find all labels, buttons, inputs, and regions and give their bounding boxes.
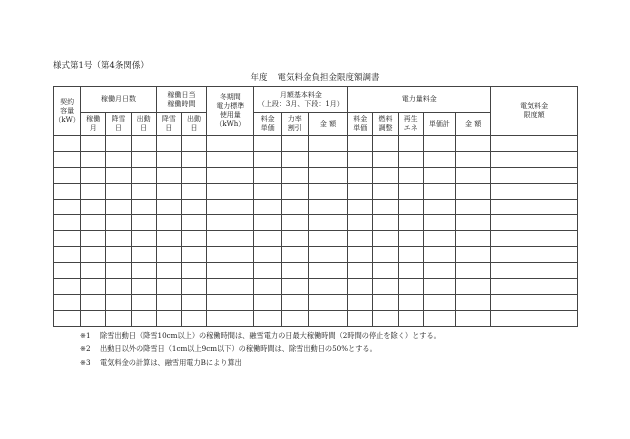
- table-cell[interactable]: [308, 231, 347, 247]
- table-cell[interactable]: [81, 247, 106, 263]
- title-main: 電気料金負担金限度額調書: [277, 73, 380, 83]
- table-cell[interactable]: [207, 279, 254, 295]
- table-cell[interactable]: [131, 183, 156, 199]
- header-daily-hours: 稼働日当 稼働時間: [156, 87, 206, 113]
- form-number: 様式第1号（第4条関係）: [53, 61, 149, 71]
- table-cell[interactable]: [81, 279, 106, 295]
- table-cell[interactable]: [54, 183, 81, 199]
- table-cell[interactable]: [348, 151, 373, 167]
- table-cell[interactable]: [308, 136, 347, 152]
- table-cell[interactable]: [254, 136, 281, 152]
- table-cell[interactable]: [455, 136, 490, 152]
- header-operating-days: 稼働月日数: [81, 87, 157, 113]
- table-cell[interactable]: [398, 310, 423, 326]
- table-cell[interactable]: [106, 215, 131, 231]
- table-cell[interactable]: [308, 199, 347, 215]
- table-cell[interactable]: [348, 199, 373, 215]
- table-cell[interactable]: [106, 231, 131, 247]
- table-cell[interactable]: [54, 167, 81, 183]
- table-cell[interactable]: [81, 136, 106, 152]
- header-unit-price-total: 単価計: [423, 113, 455, 136]
- header-limit-amount: 電気料金 限度額: [491, 87, 578, 136]
- header-fuel-adjustment: 燃料 調整: [373, 113, 398, 136]
- table-cell[interactable]: [398, 231, 423, 247]
- table-cell[interactable]: [348, 215, 373, 231]
- table-cell[interactable]: [131, 247, 156, 263]
- table-cell[interactable]: [398, 167, 423, 183]
- table-cell[interactable]: [54, 263, 81, 279]
- table-cell[interactable]: [373, 310, 398, 326]
- header-monthly-basic-charge: 月額基本料金 （上段：3月、下段：1月）: [254, 87, 348, 113]
- table-cell[interactable]: [308, 294, 347, 310]
- table-cell[interactable]: [423, 215, 455, 231]
- table-cell[interactable]: [54, 247, 81, 263]
- table-cell[interactable]: [254, 294, 281, 310]
- table-row: [54, 231, 578, 247]
- table-cell[interactable]: [455, 310, 490, 326]
- table-cell[interactable]: [181, 310, 206, 326]
- table-cell[interactable]: [54, 310, 81, 326]
- table-cell[interactable]: [131, 263, 156, 279]
- table-cell[interactable]: [281, 167, 308, 183]
- table-cell[interactable]: [106, 167, 131, 183]
- table-cell[interactable]: [181, 279, 206, 295]
- table-cell[interactable]: [491, 183, 578, 199]
- table-cell[interactable]: [398, 294, 423, 310]
- table-cell[interactable]: [156, 231, 181, 247]
- table-cell[interactable]: [54, 294, 81, 310]
- table-cell[interactable]: [423, 167, 455, 183]
- table-cell[interactable]: [491, 167, 578, 183]
- table-cell[interactable]: [491, 310, 578, 326]
- table-cell[interactable]: [81, 151, 106, 167]
- table-cell[interactable]: [308, 263, 347, 279]
- table-cell[interactable]: [491, 279, 578, 295]
- table-cell[interactable]: [348, 183, 373, 199]
- table-cell[interactable]: [373, 199, 398, 215]
- table-cell[interactable]: [281, 151, 308, 167]
- header-energy-amount: 金 額: [455, 113, 490, 136]
- table-cell[interactable]: [207, 294, 254, 310]
- table-cell[interactable]: [348, 247, 373, 263]
- table-cell[interactable]: [423, 263, 455, 279]
- table-cell[interactable]: [254, 151, 281, 167]
- table-cell[interactable]: [81, 263, 106, 279]
- table-cell[interactable]: [156, 294, 181, 310]
- table-cell[interactable]: [423, 310, 455, 326]
- note-3: ※3 電気料金の計算は、融雪用電力Bにより算出: [80, 357, 242, 367]
- table-cell[interactable]: [106, 294, 131, 310]
- table-cell[interactable]: [373, 231, 398, 247]
- table-cell[interactable]: [254, 215, 281, 231]
- table-cell[interactable]: [254, 199, 281, 215]
- table-cell[interactable]: [281, 247, 308, 263]
- header-hours-snowfall-day: 降雪 日: [156, 113, 181, 136]
- table-cell[interactable]: [398, 215, 423, 231]
- table-cell[interactable]: [455, 167, 490, 183]
- table-cell[interactable]: [423, 136, 455, 152]
- table-cell[interactable]: [373, 183, 398, 199]
- table-cell[interactable]: [156, 279, 181, 295]
- table-cell[interactable]: [455, 231, 490, 247]
- table-cell[interactable]: [181, 167, 206, 183]
- table-cell[interactable]: [181, 231, 206, 247]
- table-cell[interactable]: [181, 294, 206, 310]
- table-row: [54, 136, 578, 152]
- table-cell[interactable]: [398, 199, 423, 215]
- table-cell[interactable]: [54, 151, 81, 167]
- table-cell[interactable]: [207, 136, 254, 152]
- table-cell[interactable]: [373, 294, 398, 310]
- table-cell[interactable]: [131, 215, 156, 231]
- table-cell[interactable]: [106, 151, 131, 167]
- table-cell[interactable]: [373, 279, 398, 295]
- table-cell[interactable]: [398, 136, 423, 152]
- header-operating-months: 稼働 月: [81, 113, 106, 136]
- table-cell[interactable]: [308, 151, 347, 167]
- document-title: [0, 71, 630, 83]
- table-cell[interactable]: [106, 279, 131, 295]
- table-cell[interactable]: [398, 183, 423, 199]
- table-cell[interactable]: [254, 247, 281, 263]
- table-cell[interactable]: [455, 247, 490, 263]
- table-cell[interactable]: [54, 136, 81, 152]
- table-cell[interactable]: [491, 151, 578, 167]
- table-cell[interactable]: [131, 167, 156, 183]
- table-cell[interactable]: [455, 183, 490, 199]
- table-row: [54, 215, 578, 231]
- table-cell[interactable]: [373, 263, 398, 279]
- table-cell[interactable]: [131, 294, 156, 310]
- table-row: [54, 279, 578, 295]
- table-cell[interactable]: [398, 247, 423, 263]
- table-row: [54, 263, 578, 279]
- table-cell[interactable]: [281, 294, 308, 310]
- table-cell[interactable]: [348, 136, 373, 152]
- table-cell[interactable]: [54, 279, 81, 295]
- table-cell[interactable]: [181, 136, 206, 152]
- notes: [80, 329, 441, 369]
- table-cell[interactable]: [348, 294, 373, 310]
- table-cell[interactable]: [373, 215, 398, 231]
- table-cell[interactable]: [106, 247, 131, 263]
- table-cell[interactable]: [131, 310, 156, 326]
- table-row: [54, 310, 578, 326]
- table-cell[interactable]: [281, 215, 308, 231]
- table-cell[interactable]: [455, 263, 490, 279]
- table-cell[interactable]: [131, 231, 156, 247]
- table-cell[interactable]: [348, 231, 373, 247]
- table-cell[interactable]: [423, 151, 455, 167]
- table-cell[interactable]: [156, 199, 181, 215]
- table-cell[interactable]: [308, 247, 347, 263]
- table-cell[interactable]: [348, 279, 373, 295]
- table-cell[interactable]: [423, 294, 455, 310]
- table-cell[interactable]: [106, 310, 131, 326]
- table-cell[interactable]: [81, 231, 106, 247]
- table-cell[interactable]: [106, 183, 131, 199]
- table-cell[interactable]: [81, 215, 106, 231]
- title-year-label: 年度: [250, 73, 268, 83]
- table-cell[interactable]: [54, 231, 81, 247]
- table-cell[interactable]: [373, 247, 398, 263]
- table-cell[interactable]: [156, 183, 181, 199]
- table-cell[interactable]: [281, 136, 308, 152]
- table-cell[interactable]: [156, 167, 181, 183]
- table-cell[interactable]: [131, 199, 156, 215]
- table-cell[interactable]: [281, 279, 308, 295]
- header-energy-charge: 電力量料金: [348, 87, 491, 113]
- header-snowfall-days: 降雪 日: [106, 113, 131, 136]
- table-cell[interactable]: [207, 183, 254, 199]
- table-cell[interactable]: [181, 247, 206, 263]
- table-row: [54, 199, 578, 215]
- header-hours-dispatch-day: 出動 日: [181, 113, 206, 136]
- header-basic-amount: 金 額: [308, 113, 347, 136]
- table-cell[interactable]: [156, 215, 181, 231]
- table-cell[interactable]: [491, 294, 578, 310]
- table-cell[interactable]: [106, 263, 131, 279]
- header-power-factor-discount: 力率 割引: [281, 113, 308, 136]
- table-cell[interactable]: [455, 199, 490, 215]
- table-cell[interactable]: [423, 247, 455, 263]
- table-cell[interactable]: [81, 183, 106, 199]
- table-cell[interactable]: [156, 247, 181, 263]
- table-cell[interactable]: [131, 151, 156, 167]
- table-cell[interactable]: [254, 279, 281, 295]
- table-cell[interactable]: [181, 263, 206, 279]
- table-row: [54, 294, 578, 310]
- table-cell[interactable]: [491, 136, 578, 152]
- limit-calculation-table: [53, 86, 578, 327]
- table-cell[interactable]: [373, 167, 398, 183]
- table-cell[interactable]: [207, 310, 254, 326]
- table-cell[interactable]: [181, 151, 206, 167]
- table-cell[interactable]: [491, 263, 578, 279]
- table-cell[interactable]: [281, 231, 308, 247]
- table-cell[interactable]: [398, 279, 423, 295]
- table-cell[interactable]: [491, 199, 578, 215]
- table-cell[interactable]: [308, 167, 347, 183]
- table-cell[interactable]: [455, 279, 490, 295]
- table-cell[interactable]: [81, 310, 106, 326]
- table-cell[interactable]: [207, 215, 254, 231]
- header-renewable-surcharge: 再生 エネ: [398, 113, 423, 136]
- table-cell[interactable]: [308, 215, 347, 231]
- table-cell[interactable]: [348, 310, 373, 326]
- table-cell[interactable]: [131, 279, 156, 295]
- table-row: [54, 247, 578, 263]
- table-cell[interactable]: [207, 167, 254, 183]
- table-cell[interactable]: [491, 231, 578, 247]
- table-cell[interactable]: [81, 167, 106, 183]
- table-cell[interactable]: [207, 263, 254, 279]
- header-dispatch-days: 出動 日: [131, 113, 156, 136]
- table-cell[interactable]: [207, 151, 254, 167]
- table-cell[interactable]: [181, 215, 206, 231]
- table-cell[interactable]: [254, 183, 281, 199]
- table-cell[interactable]: [491, 215, 578, 231]
- table-cell[interactable]: [156, 310, 181, 326]
- table-cell[interactable]: [491, 247, 578, 263]
- table-cell[interactable]: [131, 136, 156, 152]
- table-cell[interactable]: [254, 231, 281, 247]
- table-cell[interactable]: [156, 136, 181, 152]
- table-cell[interactable]: [181, 199, 206, 215]
- table-cell[interactable]: [207, 199, 254, 215]
- table-cell[interactable]: [423, 279, 455, 295]
- table-cell[interactable]: [308, 183, 347, 199]
- note-2: ※2 出動日以外の降雪日（1cm以上9cm以下）の稼働時間は、除雪出動日の50%とする。: [80, 344, 377, 354]
- table-cell[interactable]: [254, 263, 281, 279]
- table-cell[interactable]: [398, 263, 423, 279]
- table-cell[interactable]: [281, 183, 308, 199]
- table-cell[interactable]: [348, 263, 373, 279]
- table-cell[interactable]: [398, 151, 423, 167]
- table-cell[interactable]: [156, 263, 181, 279]
- table-cell[interactable]: [348, 167, 373, 183]
- table-cell[interactable]: [254, 167, 281, 183]
- table-cell[interactable]: [54, 215, 81, 231]
- note-1: ※1 除雪出動日（降雪10cm以上）の稼働時間は、融雪電力の日最大稼働時間（2時間の停止を除く）とする。: [80, 331, 441, 340]
- table-cell[interactable]: [156, 151, 181, 167]
- table-cell[interactable]: [81, 199, 106, 215]
- table-cell[interactable]: [455, 215, 490, 231]
- table-row: [54, 167, 578, 183]
- table-cell[interactable]: [423, 199, 455, 215]
- table-cell[interactable]: [81, 294, 106, 310]
- table-cell[interactable]: [281, 310, 308, 326]
- table-cell[interactable]: [455, 151, 490, 167]
- table-cell[interactable]: [106, 199, 131, 215]
- table-cell[interactable]: [423, 231, 455, 247]
- table-cell[interactable]: [281, 263, 308, 279]
- table-cell[interactable]: [106, 136, 131, 152]
- table-cell[interactable]: [281, 199, 308, 215]
- table-cell[interactable]: [308, 279, 347, 295]
- table-cell[interactable]: [54, 199, 81, 215]
- table-cell[interactable]: [181, 183, 206, 199]
- table-cell[interactable]: [423, 183, 455, 199]
- table-row: [54, 151, 578, 167]
- table-cell[interactable]: [455, 294, 490, 310]
- table-cell[interactable]: [373, 136, 398, 152]
- header-winter-usage: 冬期間 電力標準 使用量 （kWh）: [207, 87, 254, 136]
- header-basic-unit-price: 料金 単価: [254, 113, 281, 136]
- table-cell[interactable]: [308, 310, 347, 326]
- table-cell[interactable]: [207, 231, 254, 247]
- table-cell[interactable]: [373, 151, 398, 167]
- header-contract-capacity: 契約 容量 （kW）: [54, 87, 81, 136]
- table-cell[interactable]: [254, 310, 281, 326]
- header-energy-unit-price: 料金 単価: [348, 113, 373, 136]
- table-cell[interactable]: [207, 247, 254, 263]
- table-row: [54, 183, 578, 199]
